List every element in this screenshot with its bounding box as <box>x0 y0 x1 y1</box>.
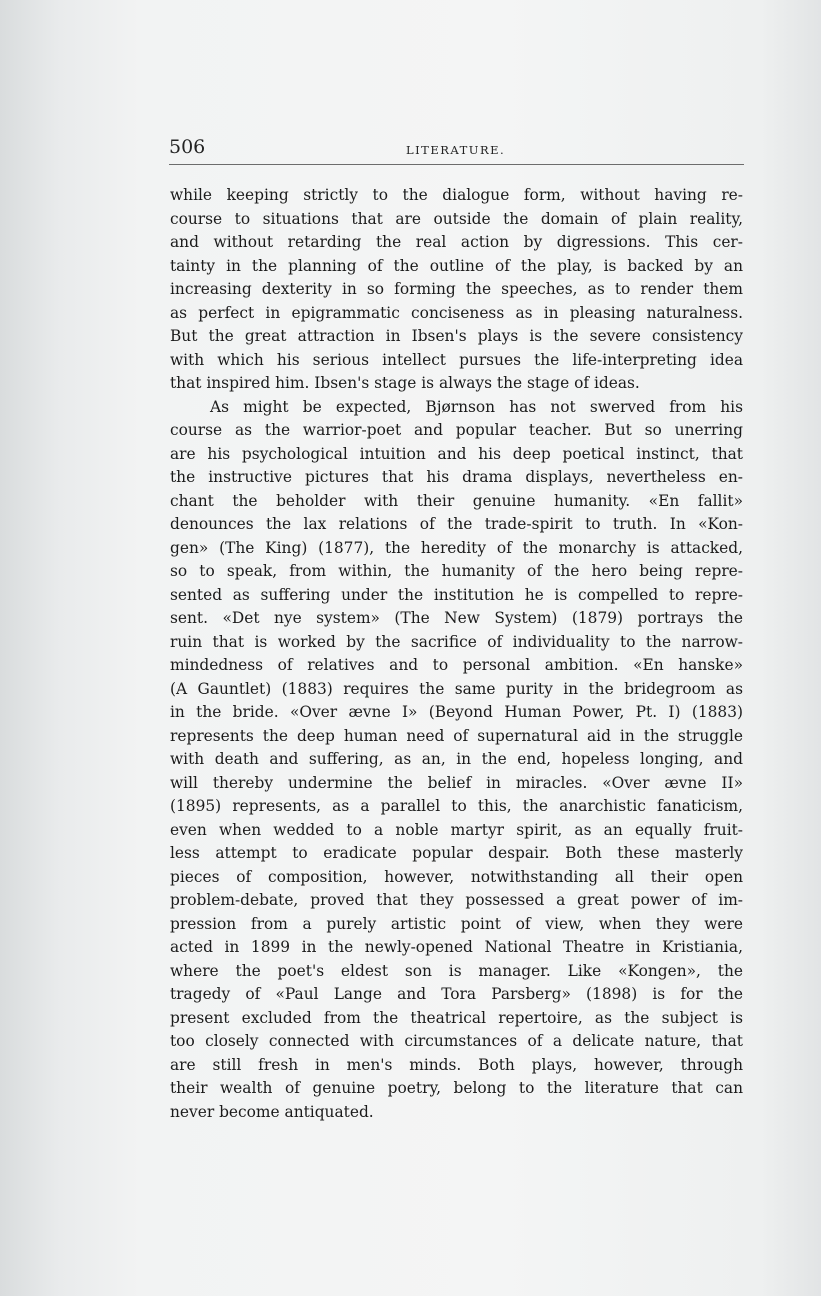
text-line: sented as suffering under the institution he is compelled to repre- <box>170 585 743 604</box>
text-line: while keeping strictly to the dialogue form, without having re- <box>170 186 743 204</box>
text-line: so to speak, from within, the humanity of the hero being repre- <box>170 562 743 580</box>
page-number: 506 <box>169 136 206 158</box>
text-line: the instructive pictures that his drama displays, nevertheless en- <box>170 468 743 486</box>
header-rule <box>169 164 744 165</box>
text-line: course as the warrior-poet and popular teacher. But so unerring <box>170 421 743 439</box>
text-line: their wealth of genuine poetry, belong to the literature that can <box>170 1079 743 1097</box>
text-line: ruin that is worked by the sacrifice of individuality to the narrow- <box>170 632 743 651</box>
text-line: with death and suffering, as an, in the end, hopeless longing, and <box>170 750 743 768</box>
text-line: are still fresh in men's minds. Both plays, however, through <box>170 1055 743 1074</box>
text-line: with which his serious intellect pursues the life-interpreting idea <box>170 350 743 369</box>
text-line: mindedness of relatives and to personal ambition. «En hanske» <box>170 656 743 674</box>
text-line: chant the beholder with their genuine humanity. «En fallit» <box>170 491 743 510</box>
text-line: increasing dexterity in so forming the speeches, as to render them <box>170 280 743 298</box>
text-line: denounces the lax relations of the trade-spirit to truth. In «Kon- <box>170 515 743 533</box>
text-line: problem-debate, proved that they possessed a great power of im- <box>170 891 743 909</box>
text-line: never become antiquated. <box>170 1102 374 1121</box>
text-line: are his psychological intuition and his deep poetical instinct, that <box>170 444 743 463</box>
text-line: represents the deep human need of supernatural aid in the struggle <box>170 726 743 745</box>
text-line: too closely connected with circumstances of a delicate nature, that <box>170 1032 743 1050</box>
paragraph-start-line: As might be expected, Bjørnson has not swerved from his <box>210 397 743 416</box>
text-line: acted in 1899 in the newly-opened National Theatre in Kristiania, <box>170 938 743 956</box>
text-line: tragedy of «Paul Lange and Tora Parsberg» (1898) is for the <box>170 985 743 1003</box>
text-line: pieces of composition, however, notwithstanding all their open <box>170 867 743 886</box>
text-line: But the great attraction in Ibsen's plays is the severe consistency <box>170 327 743 345</box>
text-line: and without retarding the real action by digressions. This cer- <box>170 233 743 251</box>
text-line: present excluded from the theatrical repertoire, as the subject is <box>170 1008 743 1027</box>
page-header <box>169 136 743 162</box>
text-line: (1895) represents, as a parallel to this, the anarchistic fanaticism, <box>170 797 743 815</box>
text-line: that inspired him. Ibsen's stage is always the stage of ideas. <box>170 374 640 392</box>
text-line: pression from a purely artistic point of view, when they were <box>170 914 743 933</box>
text-line: in the bride. «Over ævne I» (Beyond Human Power, Pt. I) (1883) <box>170 703 743 721</box>
text-line: tainty in the planning of the outline of the play, is backed by an <box>170 256 743 275</box>
text-line: will thereby undermine the belief in miracles. «Over ævne II» <box>170 773 743 792</box>
text-line: course to situations that are outside the domain of plain reality, <box>170 209 743 228</box>
text-line: gen» (The King) (1877), the heredity of the monarchy is attacked, <box>170 538 743 557</box>
text-line: (A Gauntlet) (1883) requires the same purity in the bridegroom as <box>170 679 743 698</box>
running-head: LITERATURE. <box>406 143 506 157</box>
text-line: less attempt to eradicate popular despair. Both these masterly <box>170 844 743 862</box>
text-line: as perfect in epigrammatic conciseness as in pleasing naturalness. <box>170 303 743 322</box>
body-text <box>170 184 743 1124</box>
text-line: where the poet's eldest son is manager. Like «Kongen», the <box>170 961 743 980</box>
text-line: even when wedded to a noble martyr spirit, as an equally fruit- <box>170 820 743 839</box>
text-line: sent. «Det nye system» (The New System) (1879) portrays the <box>170 609 743 627</box>
